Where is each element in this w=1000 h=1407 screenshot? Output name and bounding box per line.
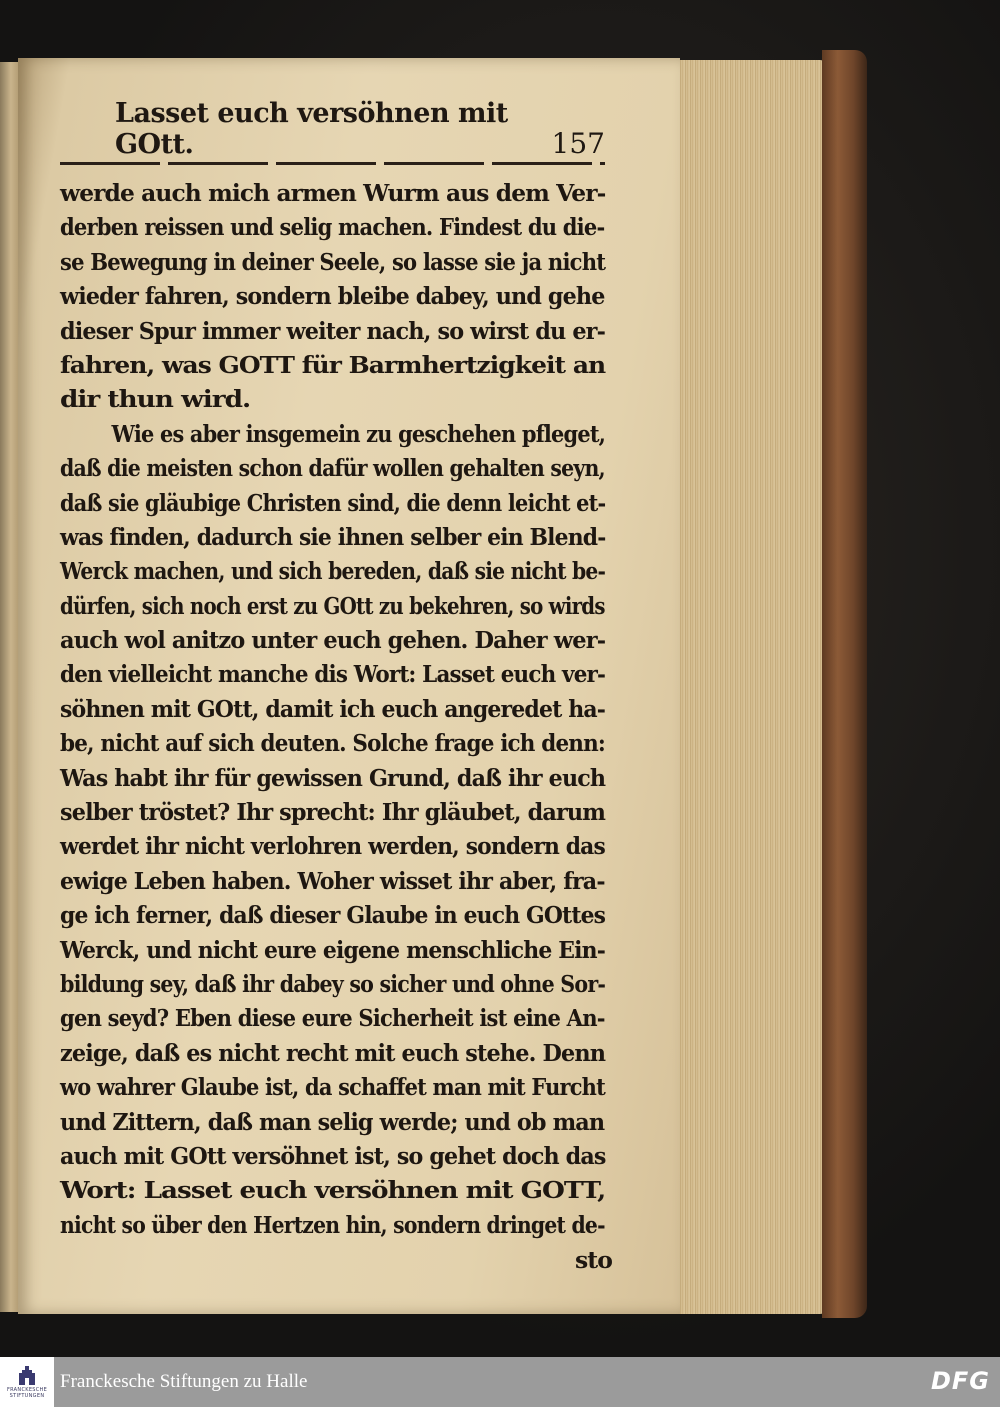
text-line: be, nicht auf sich deuten. Solche frage ich denn: xyxy=(60,729,605,758)
text-line: derben reissen und selig machen. Findest du die- xyxy=(60,213,605,242)
text-line: werdet ihr nicht verlohren werden, sondern das xyxy=(60,832,605,861)
text-line: ewige Leben haben. Woher wisset ihr aber, fra- xyxy=(60,866,605,895)
text-line: wo wahrer Glaube ist, da schaffet man mit Furcht xyxy=(60,1073,605,1102)
footer-bar xyxy=(0,1357,1000,1407)
text-line: dürfen, sich noch erst zu GOtt zu bekehren, so wirds xyxy=(60,591,605,620)
page-block-edge xyxy=(676,60,826,1314)
running-title: Lasset euch versöhnen mit GOtt. xyxy=(115,98,508,160)
text-line: daß sie gläubige Christen sind, die denn leicht et- xyxy=(60,488,606,517)
text-line: Was habt ihr für gewissen Grund, daß ihr euch xyxy=(60,763,606,792)
text-line: wieder fahren, sondern bleibe dabey, und gehe xyxy=(60,282,605,311)
running-head xyxy=(115,98,605,160)
text-line: Wie es aber insgemein zu geschehen pfleget, xyxy=(111,419,606,448)
book-cover xyxy=(822,50,867,1318)
text-line: bildung sey, daß ihr dabey so sicher und ohne Sor- xyxy=(60,969,606,998)
logo-caption: FRANCKESCHE STIFTUNGEN xyxy=(6,1387,48,1399)
text-line: werde auch mich armen Wurm aus dem Ver- xyxy=(60,179,606,207)
institution-logo[interactable] xyxy=(0,1357,54,1407)
text-line: zeige, daß es nicht recht mit euch stehe. Denn xyxy=(60,1038,606,1067)
text-line: dieser Spur immer weiter nach, so wirst du er- xyxy=(60,316,606,345)
building-icon xyxy=(16,1365,38,1387)
text-line: söhnen mit GOtt, damit ich euch angeredet ha- xyxy=(60,694,606,723)
text-line: Wort: Lasset euch versöhnen mit GOTT, xyxy=(60,1176,606,1205)
text-line: daß die meisten schon dafür wollen gehalten seyn, xyxy=(60,454,605,483)
catchword: sto xyxy=(574,1246,612,1275)
text-line: den vielleicht manche dis Wort: Lasset euch ver- xyxy=(60,660,606,689)
text-line: nicht so über den Hertzen hin, sondern dringet de- xyxy=(60,1210,605,1239)
page-number: 157 xyxy=(551,127,605,160)
text-line: fahren, was GOTT für Barmhertzigkeit an xyxy=(60,350,606,379)
text-line: selber tröstet? Ihr sprecht: Ihr gläubet, darum xyxy=(60,798,606,827)
text-line: auch wol anitzo unter euch gehen. Daher wer- xyxy=(60,626,606,655)
text-line: Werck machen, und sich bereden, daß sie nicht be- xyxy=(60,557,606,586)
facing-page-edge xyxy=(0,62,18,1312)
text-line: dir thun wird. xyxy=(60,385,251,414)
text-line: Werck, und nicht eure eigene menschliche Ein- xyxy=(60,935,605,964)
text-line: und Zittern, daß man selig werde; und ob man xyxy=(60,1107,605,1136)
header-rule xyxy=(60,162,605,165)
body-text xyxy=(60,176,620,1278)
institution-name[interactable]: Franckesche Stiftungen zu Halle xyxy=(60,1371,308,1392)
text-line: gen seyd? Eben diese eure Sicherheit ist eine An- xyxy=(60,1004,605,1033)
dfg-logo[interactable]: DFG xyxy=(930,1367,990,1395)
text-line: se Bewegung in deiner Seele, so lasse sie ja nicht xyxy=(60,247,606,276)
text-line: ge ich ferner, daß dieser Glaube in euch GOttes xyxy=(60,901,606,930)
text-line: auch mit GOtt versöhnet ist, so gehet doch das xyxy=(60,1141,606,1170)
text-line: was finden, dadurch sie ihnen selber ein Blend- xyxy=(60,522,606,551)
